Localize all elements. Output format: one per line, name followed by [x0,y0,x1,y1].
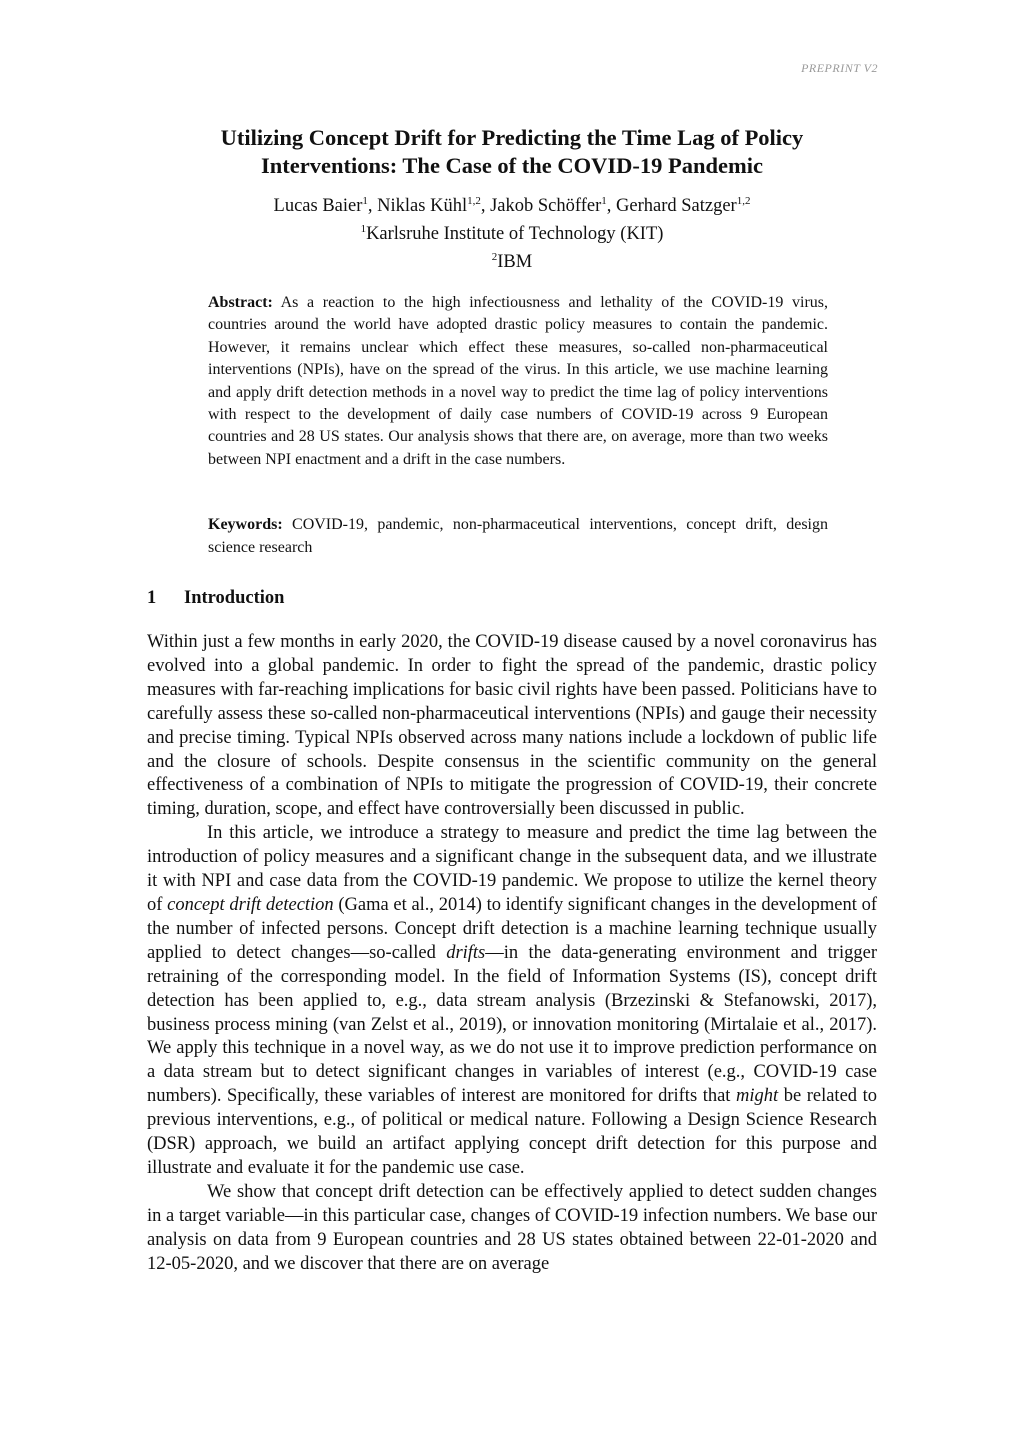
section-body [147,631,877,1276]
author-list: Lucas Baier$^1$, Niklas Kühl$^{1,2}$, Jakob Schöffer$^1$, Gerhard Satzger$^{1,2}$ [273,195,751,217]
abstract-text: As a reaction to the high infectiousness and lethality of the COVID-19 virus, countries around the world have adopted drastic policy measures to contain the pandemic. However, it remains unclear which effect these measures, so-called non-pharmaceutical interventions (NPIs), have on the spread of the virus. In this article, we use machine learning and apply drift detection methods in a novel way to predict the time lag of policy interventions with respect to the development of daily case numbers of COVID-19 across 9 European countries and 28 US states. Our analysis shows that there are, on average, more than two weeks between NPI enactment and a drift in the case numbers. [208,294,829,468]
keywords [208,513,828,559]
author-affiliation-mark: 1,2 [736,195,751,207]
preprint-label: PREPRINT V2 [801,61,878,75]
keywords-label: Keywords: [208,516,283,533]
author-name: Niklas Kühl [377,196,468,217]
author-name: Gerhard Satzger [616,196,737,217]
paragraph-3: We show that concept drift detection can be effectively applied to detect sudden changes in a target variable—in this particular case, changes of COVID-19 infection numbers. We base our analysis on data from 9 European countries and 28 US states obtained between 22-01-2020 and 12-05-2020, and we discover that there are on average [147,1181,877,1274]
title-line-1: Utilizing Concept Drift for Predicting the Time Lag of Policy [220,125,804,150]
author-name: Lucas Baier [273,196,363,217]
section-heading [147,588,284,609]
affiliation-1: $^1$Karlsruhe Institute of Technology (KIT) [360,223,664,245]
author-name: Jakob Schöffer [490,196,602,217]
section-number: 1 [147,588,157,608]
author-affiliation-mark: 1 [601,195,607,207]
author-affiliation-mark: 1 [362,195,368,207]
section-title: Introduction [184,588,285,608]
keywords-text: COVID-19, pandemic, non-pharmaceutical interventions, concept drift, design science research [208,516,829,556]
author-block [147,190,877,274]
affiliation-2: $^2$IBM [491,251,533,273]
abstract-label: Abstract: [208,294,273,311]
paragraph-1: Within just a few months in early 2020, the COVID-19 disease caused by a novel coronavirus has evolved into a global pandemic. In order to fight the spread of the pandemic, drastic policy measures with far-reaching implications for basic civil rights have been passed. Politicians have to carefully assess these so-called non-pharmaceutical interventions (NPIs) and gauge their necessity and precise timing. Typical NPIs observed across many nations include a lockdown of public life and the closure of schools. Despite consensus in the scientific community on the general effectiveness of a combination of NPIs to mitigate the progression of COVID-19, their concrete timing, duration, scope, and effect have controversially been discussed in public. [147,632,877,820]
title-line-2: Interventions: The Case of the COVID-19 Pandemic [260,153,764,178]
abstract [208,292,828,471]
paper-title [147,124,877,180]
paragraph-2: In this article, we introduce a strategy to measure and predict the time lag between the introduction of policy measures and a significant change in the subsequent data, and we illustrate it with NPI and case data from the COVID-19 pandemic. We propose to utilize the kernel theory of concept drift detection (Gama et al., 2014) to identify significant changes in the development of the number of infected persons. Concept drift detection is a machine learning technique usually applied to detect changes—so-called drifts—in the data-generating environment and trigger retraining of the corresponding model. In the field of Information Systems (IS), concept drift detection has been applied to, e.g., data stream analysis (Brzezinski & Stefanowski, 2017), business process mining (van Zelst et al., 2019), or innovation monitoring (Mirtalaie et al., 2017). We apply this technique in a novel way, as we do not use it to improve prediction performance on a data stream but to detect significant changes in variables of interest (e.g., COVID-19 case numbers). Specifically, these variables of interest are monitored for drifts that might be related to previous interventions, e.g., of political or medical nature. Following a Design Science Research (DSR) approach, we build an artifact applying concept drift detection for this purpose and illustrate and evaluate it for the pandemic use case. [147,823,877,1178]
author-affiliation-mark: 1,2 [467,195,481,207]
